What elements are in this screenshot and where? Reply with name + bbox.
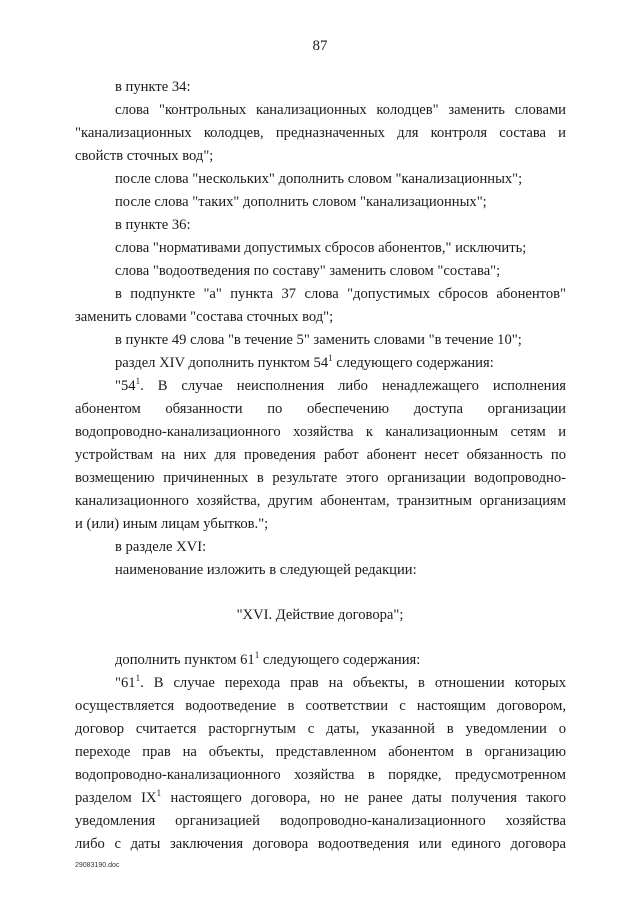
text-line: после слова "нескольких" дополнить словом "канализационных"; bbox=[115, 171, 523, 187]
text-line: в пункте 49 слова "в течение 5" заменить словами "в течение 10"; bbox=[115, 332, 522, 348]
text-line: "канализационных колодцев, предназначенных для контроля состава и bbox=[75, 125, 566, 141]
text-line: договор считается расторгнутым с даты, указанной в уведомлении о bbox=[75, 721, 566, 737]
footer-filename: 29083190.doc bbox=[75, 862, 120, 869]
section-heading: "XVI. Действие договора"; bbox=[236, 607, 404, 623]
text-line: абонентом обязанности по обеспечению доступа организации bbox=[75, 401, 566, 417]
text-line: переходе прав на объекты, представленном абонентом в организацию bbox=[75, 744, 566, 760]
text-line: наименование изложить в следующей редакции: bbox=[115, 562, 417, 578]
text-line: канализационного хозяйства, другим абонентам, транзитным организациям bbox=[75, 493, 566, 509]
text-line: устройствам на них для проведения работ абонент несет обязанность по bbox=[75, 447, 566, 463]
text-line: "$54^1$. В случае неисполнения либо ненадлежащего исполнения bbox=[115, 376, 566, 394]
text-line: водопроводно-канализационного хозяйства в порядке, предусмотренном bbox=[75, 767, 566, 783]
text-line: после слова "таких" дополнить словом "канализационных"; bbox=[115, 194, 487, 210]
text-line: в пункте 34: bbox=[115, 79, 191, 95]
text-line: слова "нормативами допустимых сбросов абонентов," исключить; bbox=[115, 240, 527, 256]
text-line: слова "водоотведения по составу" заменить словом "состава"; bbox=[115, 263, 501, 279]
text-line: дополнить пунктом $61^1$ следующего содержания: bbox=[115, 650, 421, 668]
text-line: слова "контрольных канализационных колодцев" заменить словами bbox=[115, 102, 566, 118]
text-line: возмещению причиненных в результате этого организации водопроводно- bbox=[75, 470, 566, 486]
text-line: осуществляется водоотведение в соответствии с настоящим договором, bbox=[75, 698, 566, 714]
text-line: "$61^1$. В случае перехода прав на объекты, в отношении которых bbox=[115, 673, 566, 691]
page-number: 87 bbox=[312, 38, 328, 54]
text-line: в подпункте "а" пункта 37 слова "допустимых сбросов абонентов" bbox=[115, 286, 566, 302]
text-line: водопроводно-канализационного хозяйства к канализационным сетям и bbox=[75, 424, 566, 440]
text-line: либо с даты заключения договора водоотведения или единого договора bbox=[75, 836, 566, 852]
text-line: в разделе XVI: bbox=[115, 539, 207, 555]
text-line: разделом $IX^1$ настоящего договора, но не ранее даты получения такого bbox=[75, 788, 566, 806]
text-line: раздел XIV дополнить пунктом $54^1$ следующего содержания: bbox=[115, 353, 494, 371]
text-line: в пункте 36: bbox=[115, 217, 191, 233]
text-line: свойств сточных вод"; bbox=[75, 148, 214, 164]
text-line: уведомления организацией водопроводно-канализационного хозяйства bbox=[75, 813, 566, 829]
text-line: и (или) иным лицам убытков."; bbox=[75, 516, 269, 532]
text-line: заменить словами "состава сточных вод"; bbox=[75, 309, 334, 325]
